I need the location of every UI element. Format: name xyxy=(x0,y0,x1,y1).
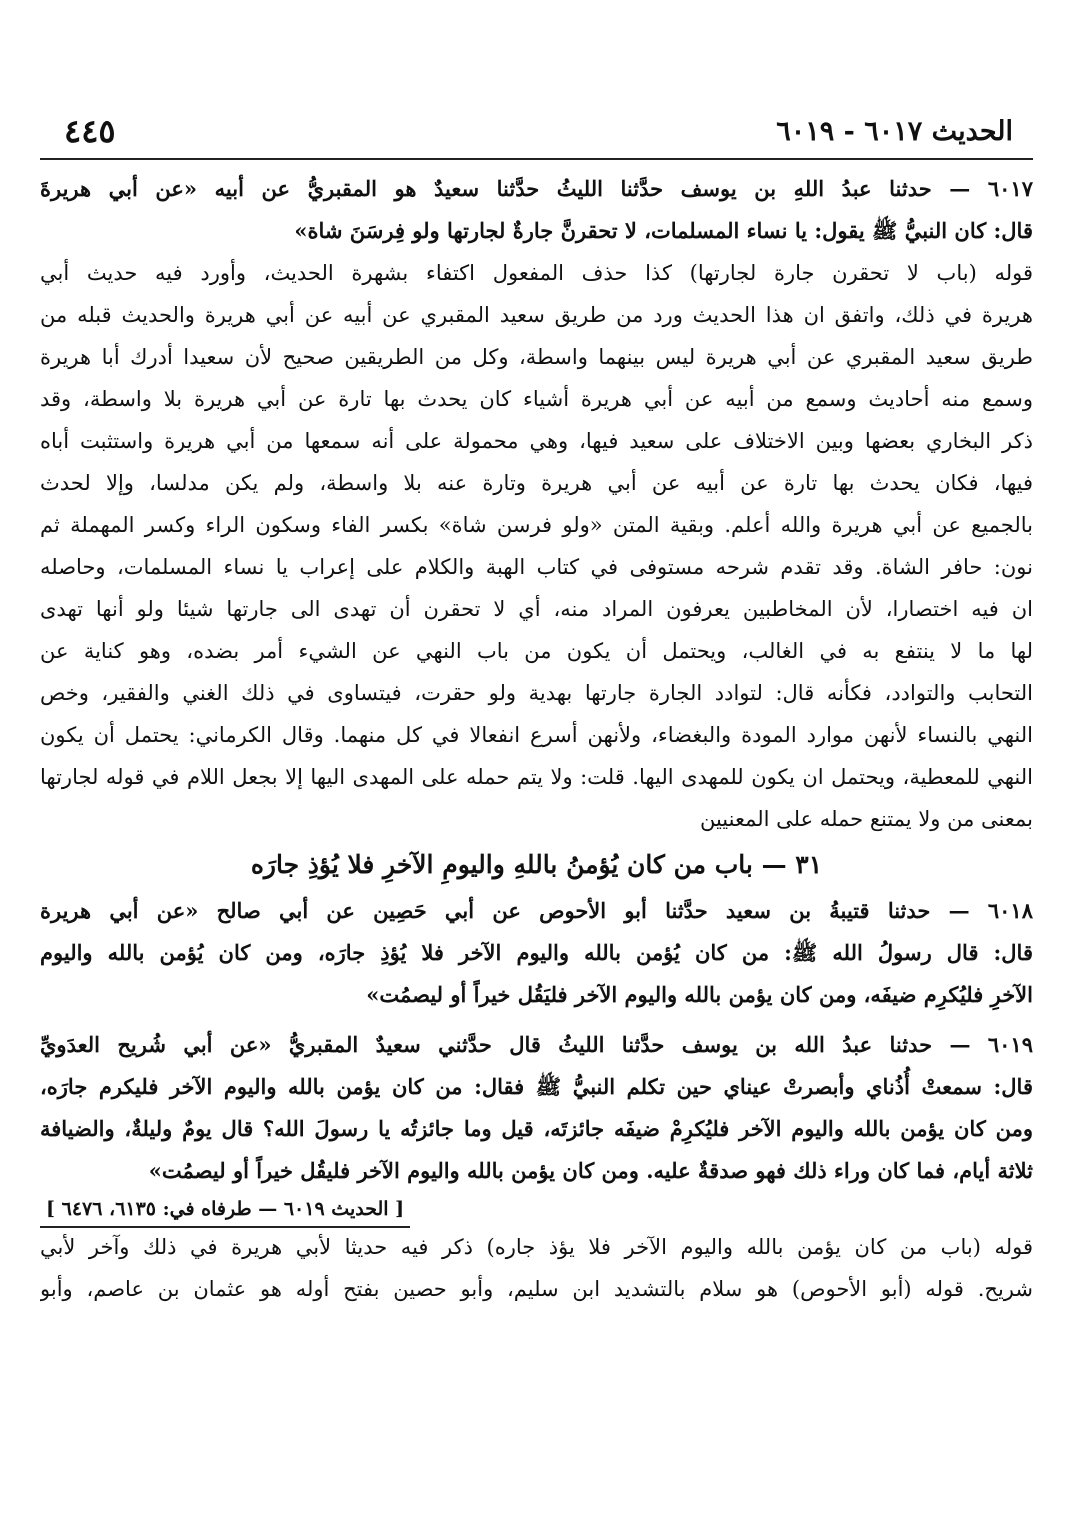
hadith-6019 xyxy=(40,1024,1033,1192)
text-line: وسمع منه أحاديث وسمع من أبيه عن أبي هريرة أشياء كان يحدث بها تارة عن أبي هريرة بلا واسطة، وقد xyxy=(40,387,1033,411)
running-title: الحديث ٦٠١٧ - ٦٠١٩ xyxy=(776,116,1013,147)
text-line: ان فيه اختصارا، لأن المخاطبين يعرفون المراد منه، أي لا تحقرن أن تهدى الى جارتها شيئا ولو أنها تهدى xyxy=(40,597,1033,621)
page xyxy=(40,108,1033,1310)
hadith-cross-reference xyxy=(40,1192,1033,1226)
text-line: قوله (باب لا تحقرن جارة لجارتها) كذا حذف المفعول اكتفاء بشهرة الحديث، وأورد فيه حديث أبي xyxy=(40,261,1033,285)
text-line: بمعنى من ولا يمتنع حمله على المعنيين xyxy=(699,807,1033,831)
text-line: ذكر البخاري بعضها وبين الاختلاف على سعيد فيها، وهي محمولة على أنه سمعها من أبي هريرة واستثبت أباه xyxy=(40,429,1033,453)
text-line: النهي بالنساء لأنهن موارد المودة والبغضاء، ولأنهن أسرع انفعالا في كل منهما. وقال الكرماني: يحتمل أن يكون xyxy=(40,723,1033,747)
text-line: ومن كان يؤمن بالله واليوم الآخر فليُكرِمْ ضيفَه جائزتَه، قيل وما جائزتُه يا رسولَ الله؟ قال يومٌ وليلةٌ، والضيافة xyxy=(40,1116,1033,1141)
chapter-heading: ٣١ — باب من كان يُؤمنُ باللهِ واليومِ الآخرِ فلا يُؤذِ جارَه xyxy=(250,850,823,879)
text-line: فيها، فكان يحدث بها تارة عن أبيه عن أبي هريرة وتارة عنه بلا واسطة، ولم يكن مدلسا، وإلا لحدث xyxy=(40,471,1033,495)
text-line: شريح. قوله (أبو الأحوص) هو سلام بالتشديد ابن سليم، وأبو حصين بفتح أوله هو عثمان بن عاصم، وأبو xyxy=(40,1277,1033,1301)
text-line: التحابب والتوادد، فكأنه قال: لتوادد الجارة جارتها بهدية ولو حقرت، فيتساوى في ذلك الغني والفقير، وخص xyxy=(40,681,1033,705)
text-line: ثلاثة أيام، فما كان وراء ذلك فهو صدقةٌ عليه. ومن كان يؤمن بالله واليوم الآخر فليقُل خيراً أو ليصمُت» xyxy=(148,1158,1033,1183)
text-line: الآخرِ فليُكرِم ضيفَه، ومن كان يؤمن بالله واليوم الآخر فليَقُل خيراً أو ليصمُت» xyxy=(366,982,1033,1007)
text-line: قال: كان النبيُّ ﷺ يقول: يا نساء المسلمات، لا تحقرنَّ جارةٌ لجارتها ولو فِرسَنَ شاة» xyxy=(294,218,1033,243)
text-line: بالجميع عن أبي هريرة والله أعلم. وبقية المتن «ولو فرسن شاة» بكسر الفاء وسكون الراء وكسر المهملة ثم xyxy=(40,513,1033,537)
text-line: قال: قال رسولُ الله ﷺ: من كان يُؤمن بالله واليوم الآخر فلا يُؤذِ جارَه، ومن كان يُؤمن بالله واليوم xyxy=(40,940,1033,965)
text-line: قال: سمعتْ أُذُناي وأبصرتْ عيناي حين تكلم النبيُّ ﷺ فقال: من كان يؤمن بالله واليوم الآخر فليكرم جارَه، xyxy=(40,1074,1033,1099)
page-header xyxy=(40,108,1033,160)
text-line: هريرة في ذلك، واتفق ان هذا الحديث ورد من طريق سعيد المقبري عن أبيه عن أبي هريرة والحديث قبله من xyxy=(40,303,1033,327)
hadith-6017 xyxy=(40,168,1033,252)
commentary-chapter-31 xyxy=(40,1226,1033,1310)
text-line: ٦٠١٧ — حدثنا عبدُ اللهِ بن يوسف حدَّثنا الليثُ حدَّثنا سعيدٌ هو المقبريُّ عن أبيه «عن أبي هريرةَ xyxy=(40,176,1033,201)
cross-reference-text: [ الحديث ٦٠١٩ — طرفاه في: ٦١٣٥، ٦٤٧٦ ] xyxy=(40,1192,410,1228)
text-line: نون: حافر الشاة. وقد تقدم شرحه مستوفى في كتاب الهبة والكلام على إعراب يا نساء المسلمات، وحاصله xyxy=(40,555,1033,579)
text-line: لها ما لا ينتفع به في الغالب، ويحتمل أن يكون من باب النهي عن الشيء أمر بضده، وهو كناية عن xyxy=(40,639,1033,663)
text-line: ٦٠١٩ — حدثنا عبدُ الله بن يوسف حدَّثنا الليثُ قال حدَّثني سعيدٌ المقبريُّ «عن أبي شُريح العدَويِّ xyxy=(40,1032,1033,1057)
text-line: النهي للمعطية، ويحتمل ان يكون للمهدى اليها. قلت: ولا يتم حمله على المهدى اليها إلا بجعل اللام في قوله لجارتها xyxy=(40,765,1033,789)
text-line: قوله (باب من كان يؤمن بالله واليوم الآخر فلا يؤذ جاره) ذكر فيه حديثا لأبي هريرة في ذلك وآخر لأبي xyxy=(40,1235,1033,1259)
text-line: طريق سعيد المقبري عن أبي هريرة ليس بينهما واسطة، وكل من الطريقين صحيح لأن سعيدا أدرك أبا هريرة xyxy=(40,345,1033,369)
hadith-6018 xyxy=(40,890,1033,1016)
commentary-6017 xyxy=(40,252,1033,840)
text-line: ٦٠١٨ — حدثنا قتيبةُ بن سعيد حدَّثنا أبو الأحوص عن أبي حَصِين عن أبي صالح «عن أبي هريرة xyxy=(40,898,1033,923)
page-number: ٤٤٥ xyxy=(64,112,116,150)
